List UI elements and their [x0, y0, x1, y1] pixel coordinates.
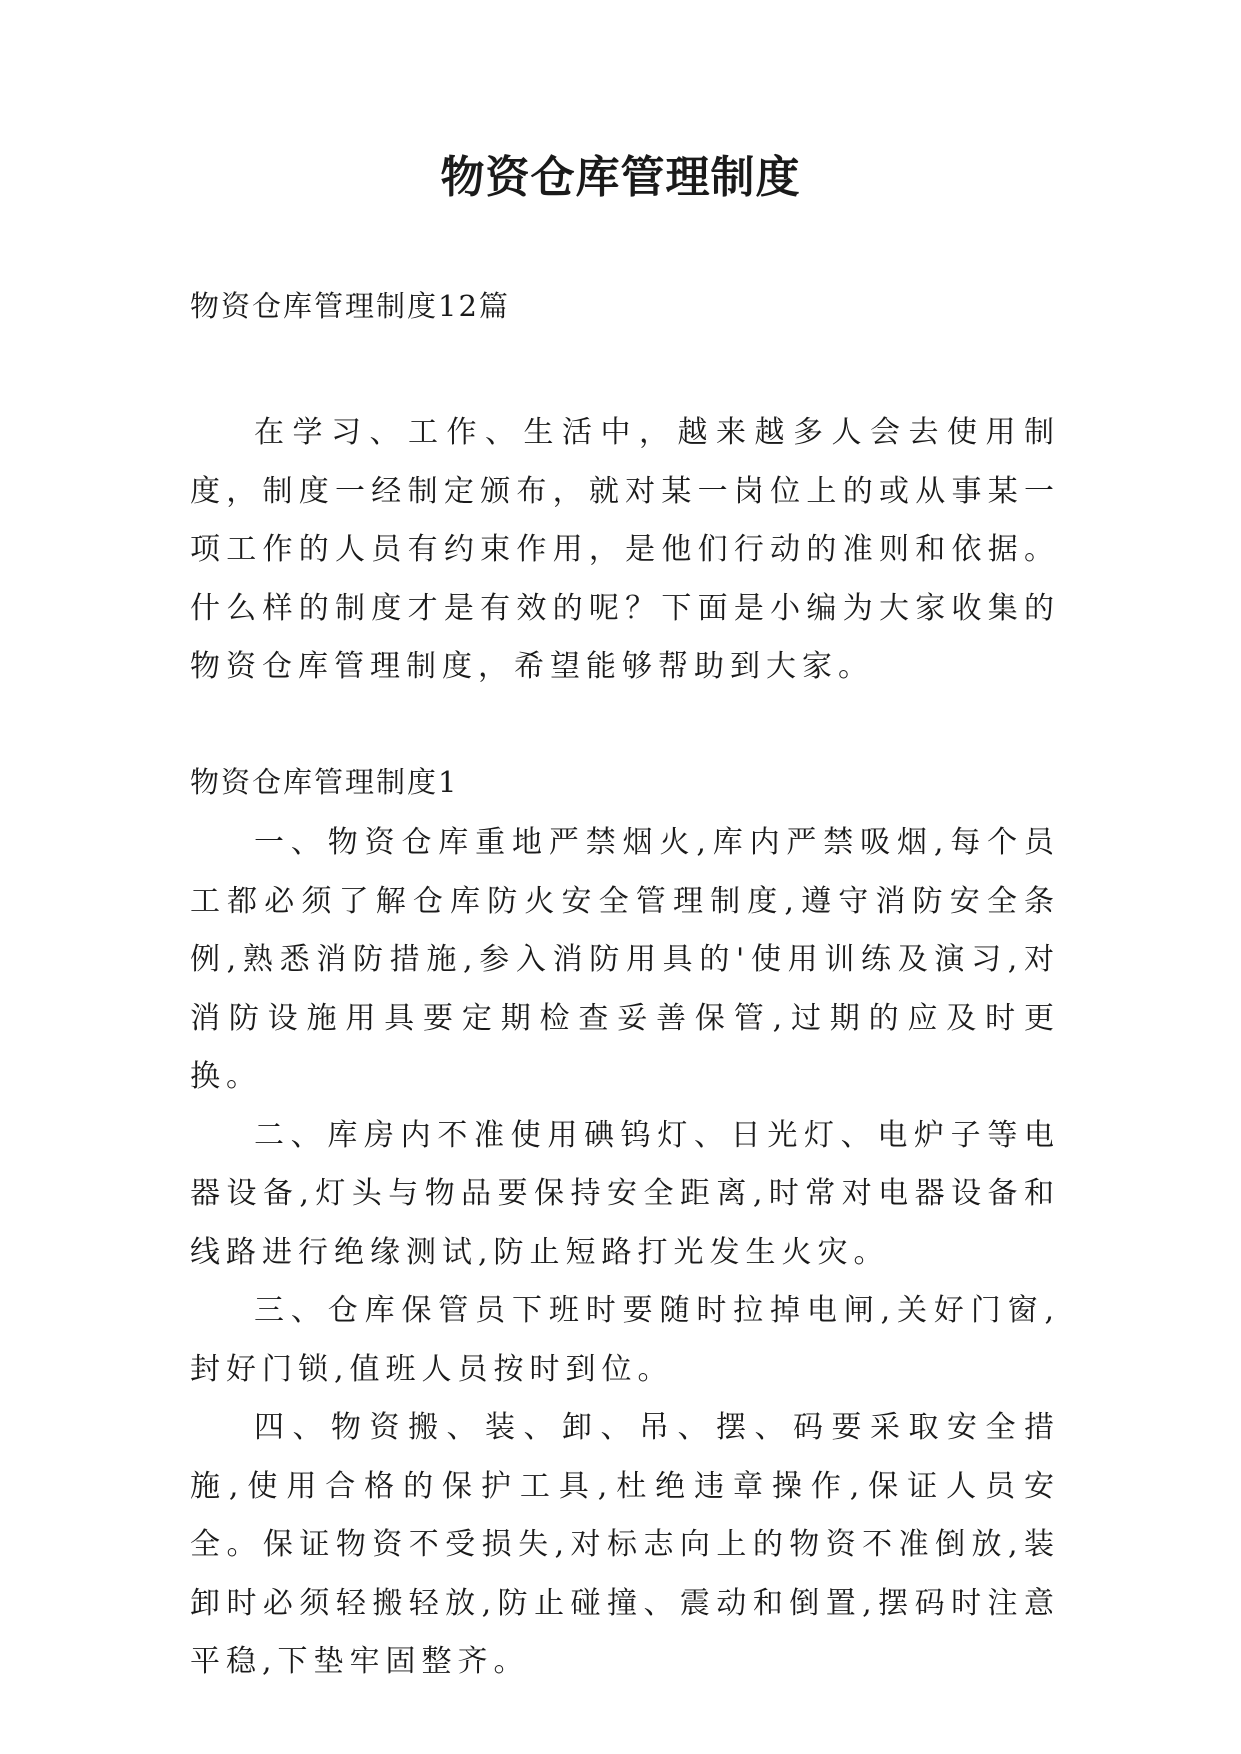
clause-paragraph: 二、库房内不准使用碘钨灯、日光灯、电炉子等电器设备,灯头与物品要保持安全距离,时常对电器设备和线路进行绝缘测试,防止短路打光发生火灾。 — [190, 1117, 1060, 1270]
clause-paragraph: 四、物资搬、装、卸、吊、摆、码要采取安全措施,使用合格的保护工具,杜绝违章操作,保证人员安全。保证物资不受损失,对标志向上的物资不准倒放,装卸时必须轻搬轻放,防止碰撞、震动和倒置,摆码时注意平稳,下垫牢固整齐。 — [190, 1410, 1060, 1679]
intro-paragraph: 在学习、工作、生活中，越来越多人会去使用制度，制度一经制定颁布，就对某一岗位上的或从事某一项工作的人员有约束作用，是他们行动的准则和依据。什么样的制度才是有效的呢？下面是小编为大家收集的物资仓库管理制度，希望能够帮助到大家。 — [190, 415, 1060, 684]
document-subtitle: 物资仓库管理制度12篇 — [190, 289, 510, 323]
clause-list — [190, 814, 1060, 1692]
section-heading: 物资仓库管理制度1 — [190, 765, 459, 799]
clause-paragraph: 三、仓库保管员下班时要随时拉掉电闸,关好门窗,封好门锁,值班人员按时到位。 — [190, 1293, 1060, 1387]
document-title: 物资仓库管理制度 — [440, 152, 801, 203]
clause-paragraph: 一、物资仓库重地严禁烟火,库内严禁吸烟,每个员工都必须了解仓库防火安全管理制度,遵守消防安全条例,熟悉消防措施,参入消防用具的'使用训练及演习,对消防设施用具要定期检查妥善保管,过期的应及时更换。 — [190, 825, 1060, 1094]
